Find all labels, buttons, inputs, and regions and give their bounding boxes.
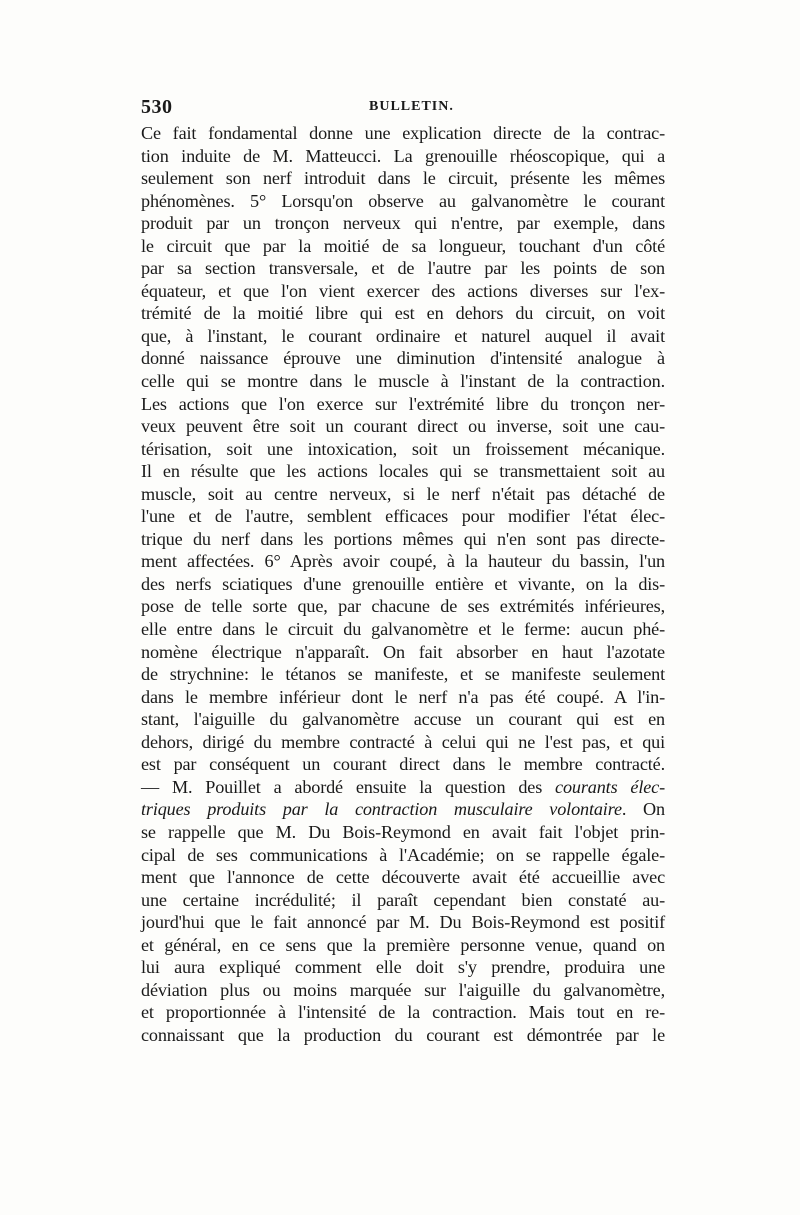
text-line [141, 731, 665, 754]
text-line [141, 505, 665, 528]
line-text: veux peuvent être soit un courant direct ou inverse, soit une cau- [141, 416, 665, 437]
line-text: seulement son nerf introduit dans le circuit, présente les mêmes [141, 168, 665, 189]
line-text: déviation plus ou moins marquée sur l'aiguille du galvanomètre, [141, 979, 665, 1000]
line-text: nomène électrique n'apparaît. On fait absorber en haut l'azotate [141, 641, 665, 662]
line-text: connaissant que la production du courant est démontrée par le [141, 1024, 665, 1045]
line-text: Les actions que l'on exerce sur l'extrémité libre du tronçon ner- [141, 393, 665, 414]
line-text: de strychnine: le tétanos se manifeste, et se manifeste seulement [141, 664, 665, 685]
line-text: et général, en ce sens que la première personne venue, quand on [141, 934, 665, 955]
line-text: Ce fait fondamental donne une explication directe de la contrac- [141, 123, 665, 143]
line-text: que, à l'instant, le courant ordinaire et naturel auquel il avait [141, 325, 665, 346]
line-text: par sa section transversale, et de l'autre par les points de son [141, 258, 665, 279]
text-line [141, 460, 665, 483]
line-text: Il en résulte que les actions locales qui se transmettaient soit au [141, 461, 665, 482]
text-line [141, 753, 665, 776]
line-text: — M. Pouillet a abordé ensuite la question des [141, 776, 556, 797]
line-text: équateur, et que l'on vient exercer des actions diverses sur l'ex- [141, 280, 665, 301]
line-text: stant, l'aiguille du galvanomètre accuse un courant qui est en [141, 709, 665, 730]
line-text: muscle, soit au centre nerveux, si le nerf n'était pas détaché de [141, 483, 665, 504]
text-line [141, 641, 665, 664]
text-line [141, 438, 665, 461]
text-line [141, 866, 665, 889]
line-text: jourd'hui que le fait annoncé par M. Du Bois-Reymond est positif [141, 912, 665, 933]
line-text: dans le membre inférieur dont le nerf n'a pas été coupé. A l'in- [141, 686, 665, 707]
text-line [141, 663, 665, 686]
line-text: une certaine incrédulité; il paraît cependant bien constaté au- [141, 889, 665, 910]
running-head: BULLETIN. [369, 99, 454, 114]
line-text: ment que l'annonce de cette découverte avait été accueillie avec [141, 867, 665, 888]
line-text: pose de telle sorte que, par chacune de ses extrémités inférieures, [141, 596, 665, 617]
text-line [141, 979, 665, 1002]
text-line [141, 325, 665, 348]
line-text: l'une et de l'autre, semblent efficaces pour modifier l'état élec- [141, 506, 665, 527]
text-line [141, 573, 665, 596]
text-line [141, 618, 665, 641]
text-line [141, 550, 665, 573]
text-line [141, 257, 665, 280]
text-line [141, 483, 665, 506]
text-line [141, 145, 665, 168]
line-text: tion induite de M. Matteucci. La grenouille rhéoscopique, qui a [141, 145, 665, 166]
text-line [141, 167, 665, 190]
text-line [141, 280, 665, 303]
line-italic-text: triques produits par la contraction musculaire volontaire [141, 799, 622, 820]
page-header [141, 96, 667, 120]
text-line [141, 1024, 665, 1047]
text-line [141, 1001, 665, 1024]
text-line [141, 122, 665, 145]
line-text: dehors, dirigé du membre contracté à celui qui ne l'est pas, et qui [141, 731, 665, 752]
text-line [141, 844, 665, 867]
line-text: est par conséquent un courant direct dans le membre contracté. [141, 754, 665, 775]
text-line [141, 235, 665, 258]
line-text: trémité de la moitié libre qui est en dehors du circuit, on voit [141, 303, 665, 324]
text-line [141, 889, 665, 912]
line-text: celle qui se montre dans le muscle à l'instant de la contraction. [141, 371, 665, 392]
text-line [141, 393, 665, 416]
text-line [141, 821, 665, 844]
line-text: lui aura expliqué comment elle doit s'y prendre, produira une [141, 957, 665, 978]
line-text: térisation, soit une intoxication, soit un froissement mécanique. [141, 438, 665, 459]
line-text-after: . On [621, 799, 665, 820]
line-text: cipal de ses communications à l'Académie; on se rappelle égale- [141, 844, 665, 865]
line-text: le circuit que par la moitié de sa longueur, touchant d'un côté [141, 235, 665, 256]
text-line [141, 798, 665, 821]
text-line [141, 528, 665, 551]
text-line [141, 415, 665, 438]
text-line [141, 347, 665, 370]
page-number: 530 [141, 96, 173, 118]
text-line [141, 708, 665, 731]
text-line [141, 776, 665, 799]
text-line [141, 370, 665, 393]
line-text: et proportionnée à l'intensité de la contraction. Mais tout en re- [141, 1002, 665, 1023]
body-text [141, 122, 665, 1046]
line-italic-text: courants élec- [555, 776, 665, 797]
line-text: produit par un tronçon nerveux qui n'entre, par exemple, dans [141, 213, 665, 234]
text-line [141, 956, 665, 979]
line-text: elle entre dans le circuit du galvanomètre et le ferme: aucun phé- [141, 619, 665, 640]
line-text: phénomènes. 5° Lorsqu'on observe au galvanomètre le courant [141, 190, 665, 211]
text-line [141, 911, 665, 934]
text-line [141, 212, 665, 235]
line-text: se rappelle que M. Du Bois-Reymond en avait fait l'objet prin- [141, 821, 665, 842]
text-line [141, 595, 665, 618]
line-text: ment affectées. 6° Après avoir coupé, à la hauteur du bassin, l'un [141, 551, 665, 572]
text-line [141, 686, 665, 709]
line-text: trique du nerf dans les portions mêmes qui n'en sont pas directe- [141, 528, 665, 549]
text-line [141, 934, 665, 957]
text-line [141, 190, 665, 213]
line-text: des nerfs sciatiques d'une grenouille entière et vivante, on la dis- [141, 573, 665, 594]
line-text: donné naissance éprouve une diminution d'intensité analogue à [141, 348, 665, 369]
text-line [141, 302, 665, 325]
